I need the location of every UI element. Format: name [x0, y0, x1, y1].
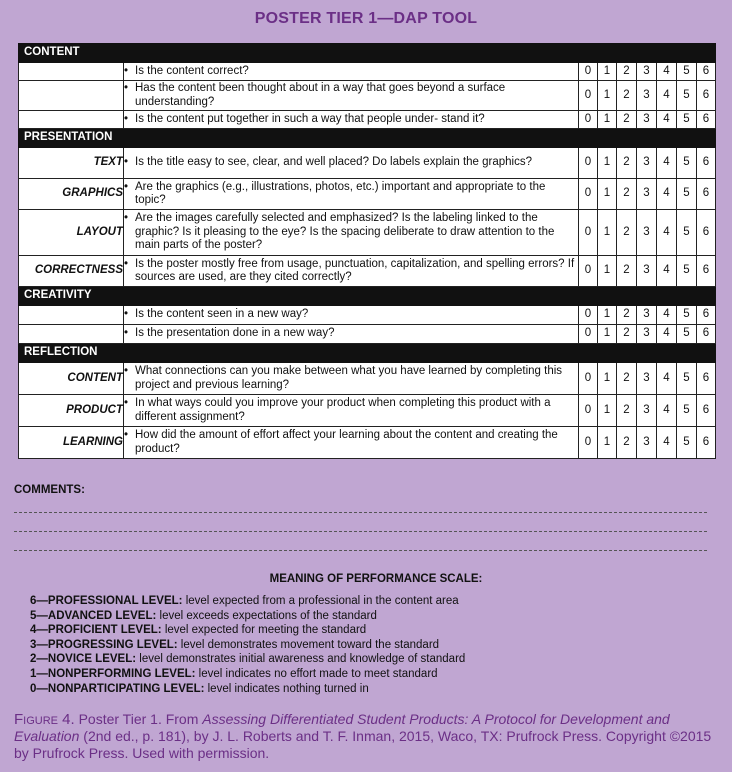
score-option[interactable]: 3	[637, 325, 657, 344]
score-option[interactable]: 6	[697, 427, 716, 459]
score-option[interactable]: 5	[677, 306, 697, 325]
page-title: POSTER TIER 1—DAP TOOL	[254, 10, 478, 27]
criterion-question	[124, 363, 579, 395]
criterion-question	[124, 306, 579, 325]
question-text: Are the images carefully selected and emphasized? Is the labeling linked to the graphic? Is it pleasing to the eye? Is the spacing deliberate to draw attention to the main parts of the poster?	[135, 212, 555, 252]
score-option[interactable]: 4	[657, 256, 677, 287]
bullet-icon: •	[124, 212, 129, 225]
question-text: Is the poster mostly free from usage, punctuation, capitalization, and spelling errors? If sources are used, are they cited correctly?	[135, 257, 575, 283]
score-option[interactable]: 5	[677, 325, 697, 344]
score-option[interactable]: 6	[697, 210, 716, 256]
score-option[interactable]: 0	[579, 395, 598, 427]
rubric-row-refl_learning	[19, 427, 716, 459]
rubric-table	[18, 43, 716, 459]
section-title: PRESENTATION	[19, 129, 716, 148]
section-header-presentation	[19, 129, 716, 148]
question-text: Has the content been thought about in a way that goes beyond a surface understanding?	[135, 82, 506, 108]
bullet-icon: •	[124, 257, 129, 270]
score-option[interactable]: 0	[579, 111, 598, 129]
score-option[interactable]: 2	[617, 325, 637, 344]
criterion-question	[124, 111, 579, 129]
score-option[interactable]: 1	[598, 363, 617, 395]
score-option[interactable]: 1	[598, 111, 617, 129]
score-option[interactable]: 2	[617, 179, 637, 210]
criterion-label	[19, 306, 124, 325]
score-option[interactable]: 6	[697, 306, 716, 325]
bullet-icon: •	[124, 397, 129, 409]
criterion-label: CORRECTNESS	[19, 256, 124, 287]
score-option[interactable]: 3	[637, 179, 657, 210]
score-option[interactable]: 5	[677, 363, 697, 395]
scale-list	[30, 594, 465, 696]
score-option[interactable]: 1	[598, 81, 617, 111]
score-option[interactable]: 6	[697, 81, 716, 111]
scale-level: 1—NONPERFORMING LEVEL: level indicates no effort made to meet standard	[30, 667, 438, 680]
score-option[interactable]: 4	[657, 81, 677, 111]
score-option[interactable]: 1	[598, 395, 617, 427]
criterion-question	[124, 427, 579, 459]
figure-caption: Figure 4. Poster Tier 1. From Assessing Differentiated Student Products: A Protocol for Development and Evaluation (2nd ed., p. 181), by J. L. Roberts and T. F. Inman, 2015, Waco, TX: Prufrock Press. Copyright ©2015 by Prufrock Press. Used with permission.	[14, 711, 712, 761]
scale-level: 0—NONPARTICIPATING LEVEL: level indicates nothing turned in	[30, 682, 369, 695]
score-option[interactable]: 4	[657, 179, 677, 210]
score-option[interactable]: 3	[637, 256, 657, 287]
scale-level: 3—PROGRESSING LEVEL: level demonstrates movement toward the standard	[30, 638, 440, 651]
criterion-label: PRODUCT	[19, 395, 124, 427]
rubric-row-graphics	[19, 179, 716, 210]
score-option[interactable]: 4	[657, 210, 677, 256]
criterion-label	[19, 81, 124, 111]
score-option[interactable]: 6	[697, 148, 716, 179]
criterion-label: CONTENT	[19, 363, 124, 395]
section-header-content	[19, 44, 716, 63]
rubric-row-refl_content	[19, 363, 716, 395]
score-option[interactable]: 3	[637, 148, 657, 179]
score-option[interactable]: 1	[598, 148, 617, 179]
score-option[interactable]: 1	[598, 63, 617, 81]
question-text: Is the content put together in such a way that people under- stand it?	[135, 112, 485, 125]
score-option[interactable]: 5	[677, 81, 697, 111]
score-option[interactable]: 4	[657, 111, 677, 129]
criterion-question	[124, 63, 579, 81]
criterion-label: TEXT	[19, 148, 124, 179]
criterion-label	[19, 63, 124, 81]
score-option[interactable]: 6	[697, 256, 716, 287]
question-text: Is the presentation done in a new way?	[135, 327, 335, 340]
comment-line[interactable]	[14, 550, 707, 551]
score-option[interactable]: 0	[579, 363, 598, 395]
scale-level: 2—NOVICE LEVEL: level demonstrates initial awareness and knowledge of standard	[30, 653, 466, 666]
comments-label: COMMENTS:	[14, 484, 85, 496]
bullet-icon: •	[124, 429, 129, 441]
score-option[interactable]: 2	[617, 63, 637, 81]
criterion-question	[124, 325, 579, 344]
question-text: How did the amount of effort affect your learning about the content and creating the product?	[135, 429, 558, 455]
bullet-icon: •	[124, 365, 129, 377]
score-option[interactable]: 5	[677, 427, 697, 459]
criterion-question	[124, 81, 579, 111]
score-option[interactable]: 1	[598, 210, 617, 256]
score-option[interactable]: 3	[637, 363, 657, 395]
score-option[interactable]: 1	[598, 427, 617, 459]
score-option[interactable]: 0	[579, 306, 598, 325]
rubric-row-correctness	[19, 256, 716, 287]
score-option[interactable]: 3	[637, 81, 657, 111]
question-text: Are the graphics (e.g., illustrations, photos, etc.) important and appropriate to the topic?	[135, 180, 546, 206]
score-option[interactable]: 0	[579, 179, 598, 210]
scale-heading: MEANING OF PERFORMANCE SCALE:	[269, 573, 483, 585]
score-option[interactable]: 5	[677, 148, 697, 179]
score-option[interactable]: 2	[617, 256, 637, 287]
score-option[interactable]: 4	[657, 325, 677, 344]
score-option[interactable]: 1	[598, 325, 617, 344]
book-title: Assessing Differentiated Student Products: A Protocol for Development and Evaluation	[14, 711, 670, 744]
score-option[interactable]: 0	[579, 81, 598, 111]
bullet-icon: •	[124, 308, 129, 321]
score-option[interactable]: 6	[697, 395, 716, 427]
figure-number: Figure 4.	[14, 711, 75, 728]
score-option[interactable]: 6	[697, 63, 716, 81]
criterion-label: LAYOUT	[19, 210, 124, 256]
score-option[interactable]: 6	[697, 179, 716, 210]
criterion-question	[124, 210, 579, 256]
rubric-row-text	[19, 148, 716, 179]
criterion-label: GRAPHICS	[19, 179, 124, 210]
rubric-row-creativity_1	[19, 306, 716, 325]
score-option[interactable]: 2	[617, 306, 637, 325]
question-text: Is the title easy to see, clear, and well placed? Do labels explain the graphics?	[135, 156, 532, 169]
score-option[interactable]: 1	[598, 256, 617, 287]
criterion-label	[19, 111, 124, 129]
section-title: CREATIVITY	[19, 287, 716, 306]
scale-level: 6—PROFESSIONAL LEVEL: level expected from a professional in the content area	[30, 595, 459, 607]
question-text: Is the content seen in a new way?	[135, 308, 309, 321]
score-option[interactable]: 6	[697, 325, 716, 344]
scale-level: 4—PROFICIENT LEVEL: level expected for meeting the standard	[30, 624, 367, 637]
rubric-row-creativity_2	[19, 325, 716, 344]
score-option[interactable]: 3	[637, 63, 657, 81]
score-option[interactable]: 0	[579, 325, 598, 344]
score-option[interactable]: 2	[617, 427, 637, 459]
score-option[interactable]: 6	[697, 111, 716, 129]
score-option[interactable]: 5	[677, 210, 697, 256]
rubric-row-content_3	[19, 111, 716, 129]
score-option[interactable]: 4	[657, 306, 677, 325]
score-option[interactable]: 3	[637, 210, 657, 256]
bullet-icon: •	[124, 180, 129, 193]
score-option[interactable]: 3	[637, 395, 657, 427]
score-option[interactable]: 0	[579, 63, 598, 81]
bullet-icon: •	[124, 82, 129, 94]
score-option[interactable]: 5	[677, 179, 697, 210]
score-option[interactable]: 4	[657, 395, 677, 427]
question-text: What connections can you make between what you have learned by completing this project and previous learning?	[135, 365, 563, 391]
score-option[interactable]: 2	[617, 363, 637, 395]
criterion-question	[124, 395, 579, 427]
score-option[interactable]: 5	[677, 395, 697, 427]
question-text: Is the content correct?	[135, 64, 249, 77]
score-option[interactable]: 4	[657, 363, 677, 395]
criterion-question	[124, 256, 579, 287]
rubric-row-content_2	[19, 81, 716, 111]
criterion-question	[124, 179, 579, 210]
score-option[interactable]: 1	[598, 306, 617, 325]
rubric-row-content_1	[19, 63, 716, 81]
comment-line[interactable]	[14, 512, 707, 513]
criterion-label	[19, 325, 124, 344]
section-title: REFLECTION	[19, 344, 716, 363]
score-option[interactable]: 0	[579, 148, 598, 179]
criterion-question	[124, 148, 579, 179]
score-option[interactable]: 5	[677, 111, 697, 129]
score-option[interactable]: 0	[579, 256, 598, 287]
comment-line[interactable]	[14, 531, 707, 532]
score-option[interactable]: 2	[617, 111, 637, 129]
bullet-icon: •	[124, 112, 129, 125]
question-text: In what ways could you improve your product when completing this product with a different assignment?	[135, 397, 551, 423]
score-option[interactable]: 3	[637, 111, 657, 129]
score-option[interactable]: 2	[617, 81, 637, 111]
score-option[interactable]: 3	[637, 427, 657, 459]
score-option[interactable]: 4	[657, 148, 677, 179]
rubric-row-refl_product	[19, 395, 716, 427]
rubric-row-layout	[19, 210, 716, 256]
criterion-label: LEARNING	[19, 427, 124, 459]
section-header-creativity	[19, 287, 716, 306]
bullet-icon: •	[124, 327, 129, 340]
score-option[interactable]: 5	[677, 63, 697, 81]
score-option[interactable]: 2	[617, 148, 637, 179]
score-option[interactable]: 6	[697, 363, 716, 395]
score-option[interactable]: 2	[617, 395, 637, 427]
score-option[interactable]: 1	[598, 179, 617, 210]
section-title: CONTENT	[19, 44, 716, 63]
bullet-icon: •	[124, 64, 129, 77]
score-option[interactable]: 0	[579, 210, 598, 256]
score-option[interactable]: 3	[637, 306, 657, 325]
scale-level: 5—ADVANCED LEVEL: level exceeds expectations of the standard	[30, 609, 377, 622]
score-option[interactable]: 5	[677, 256, 697, 287]
score-option[interactable]: 4	[657, 427, 677, 459]
score-option[interactable]: 2	[617, 210, 637, 256]
score-option[interactable]: 4	[657, 63, 677, 81]
bullet-icon: •	[124, 156, 129, 169]
score-option[interactable]: 0	[579, 427, 598, 459]
section-header-reflection	[19, 344, 716, 363]
